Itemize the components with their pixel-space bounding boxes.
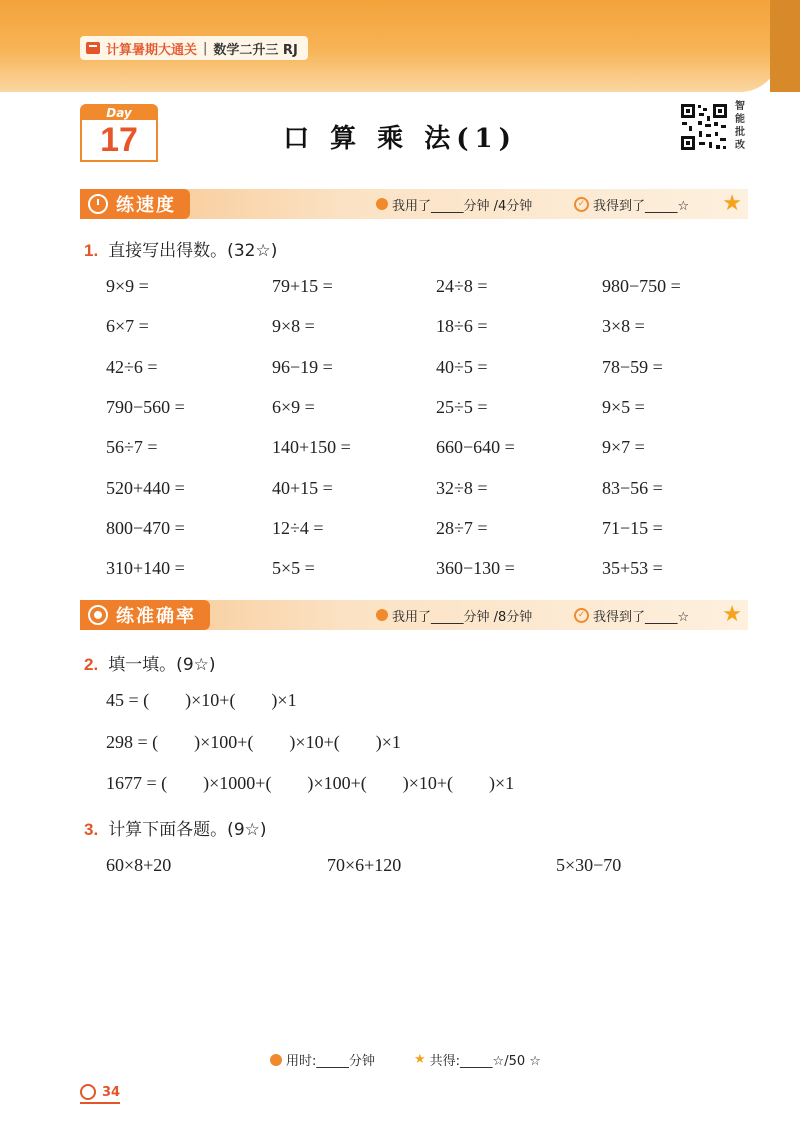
page-title: 口 算 乘 法(1): [283, 124, 517, 154]
question-2-text: 填一填。(9☆): [108, 655, 216, 675]
section-accuracy-label: [80, 600, 210, 630]
math-problem: 520+440 =: [106, 477, 185, 498]
series-title: 计算暑期大通关: [106, 42, 198, 58]
math-problem: 25÷5 =: [436, 396, 488, 417]
grade-label: 数学二升三 RJ: [213, 42, 298, 58]
day-label: Day: [80, 104, 158, 122]
score-2-text: 我得到了_____☆: [593, 609, 690, 625]
math-problem: 9×7 =: [602, 437, 645, 458]
math-problem: 56÷7 =: [106, 437, 158, 458]
math-problem: 78−59 =: [602, 356, 663, 377]
section-accuracy-title: 练准确率: [116, 606, 196, 627]
math-problem: 140+150 =: [272, 437, 351, 458]
math-problem: 96−19 =: [272, 356, 333, 377]
footer-total: [414, 1050, 541, 1069]
math-problem: 3×8 =: [602, 316, 645, 337]
section-speed-label: [80, 189, 190, 219]
question-1: [84, 236, 277, 261]
math-problem: 79+15 =: [272, 276, 333, 296]
qr-label: 智能批改: [735, 101, 745, 151]
section-speed-title: 练速度: [116, 195, 176, 216]
question-2-number: 2.: [84, 655, 99, 674]
question-3: [84, 815, 267, 840]
calc-item-2: 70×6+120: [327, 855, 402, 875]
star-icon: ★: [414, 1052, 426, 1067]
target-icon: [88, 605, 108, 625]
math-problem: 9×9 =: [106, 276, 149, 296]
math-problem: 40÷5 =: [436, 356, 488, 377]
calc-item-3: 5×30−70: [556, 855, 622, 875]
footer-total-text: 共得:_____☆/50 ☆: [429, 1054, 541, 1069]
question-2: [84, 650, 216, 675]
footer-time-text: 用时:_____分钟: [286, 1054, 375, 1069]
math-problem: 360−130 =: [436, 558, 515, 579]
sun-icon: [80, 1084, 96, 1100]
header-tag: [80, 36, 308, 60]
math-problem: 28÷7 =: [436, 517, 488, 538]
star-icon: ★: [722, 191, 742, 216]
math-problem: 24÷8 =: [436, 276, 488, 296]
math-problem: 6×7 =: [106, 316, 149, 337]
math-problem: 9×8 =: [272, 316, 315, 337]
math-problem: 800−470 =: [106, 517, 185, 538]
math-problem: 980−750 =: [602, 276, 681, 296]
calc-item-1: 60×8+20: [106, 855, 172, 875]
math-problem: 18÷6 =: [436, 316, 488, 337]
question-3-number: 3.: [84, 820, 99, 839]
math-problem: 32÷8 =: [436, 477, 488, 498]
time-used: [376, 189, 532, 219]
section-speed: [80, 189, 748, 219]
clock-icon: [376, 198, 388, 210]
page-number: [80, 1084, 120, 1104]
time-used-2: [376, 600, 532, 630]
score: [574, 189, 689, 219]
question-1-number: 1.: [84, 241, 99, 260]
math-problem: 6×9 =: [272, 396, 315, 417]
math-problem: 83−56 =: [602, 477, 663, 498]
score-2: [574, 600, 689, 630]
math-problem: 9×5 =: [602, 396, 645, 417]
header-edge: [770, 0, 800, 92]
math-problem: 40+15 =: [272, 477, 333, 498]
clock-icon: [270, 1054, 282, 1066]
stopwatch-icon: [88, 194, 108, 214]
page-number-text: 34: [102, 1084, 121, 1100]
math-problem: 660−640 =: [436, 437, 515, 458]
score-text: 我得到了_____☆: [593, 198, 690, 214]
time-used-2-text: 我用了_____分钟 /8分钟: [392, 609, 533, 625]
fill-line-2: 298 = ( )×100+( )×10+( )×1: [106, 732, 401, 752]
math-problem: 71−15 =: [602, 517, 663, 538]
clock-icon: [376, 609, 388, 621]
question-3-text: 计算下面各题。(9☆): [108, 820, 267, 840]
time-used-text: 我用了_____分钟 /4分钟: [392, 198, 533, 214]
section-accuracy: [80, 600, 748, 630]
math-problem: 790−560 =: [106, 396, 185, 417]
math-problem: 12÷4 =: [272, 517, 324, 538]
qr-code-icon: [679, 102, 729, 152]
math-problem: 35+53 =: [602, 558, 663, 579]
check-icon: ✓: [574, 608, 589, 623]
fill-line-3: 1677 = ( )×1000+( )×100+( )×10+( )×1: [106, 773, 515, 793]
header-separator: |: [203, 40, 208, 56]
question-1-text: 直接写出得数。(32☆): [108, 241, 278, 261]
book-icon: [86, 42, 100, 54]
math-problem: 42÷6 =: [106, 356, 158, 377]
math-problem: 5×5 =: [272, 558, 315, 579]
fill-line-1: 45 = ( )×10+( )×1: [106, 690, 297, 710]
check-icon: ✓: [574, 197, 589, 212]
footer-time: [270, 1050, 375, 1069]
day-number: 17: [80, 120, 158, 162]
math-problem: 310+140 =: [106, 558, 185, 579]
star-icon: ★: [722, 602, 742, 627]
